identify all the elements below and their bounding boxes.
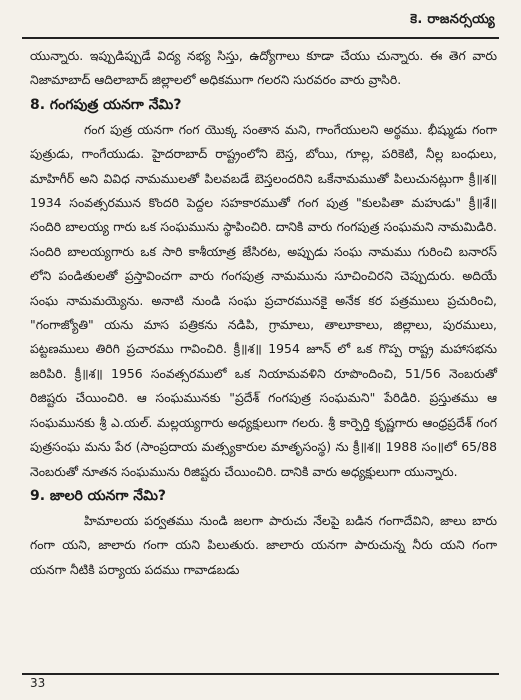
section-9-paragraph: హిమాలయ పర్వతము నుండి జలగా పారుచు నేలపై బడిన గంగాదేవిని, జాలు బారు గంగా యని, జాలారు గంగా యని పిలుతురు. జాలారు యనగా పారుచున్న నీరు యని గంగా యనగా నీటికి పర్యాయ పదము గావాడబడు: [30, 512, 497, 577]
footer-rule: [22, 673, 499, 675]
page-number: 33: [30, 676, 46, 690]
page-content: [30, 44, 497, 582]
intro-paragraph: యున్నారు. ఇప్పుడిప్పుడే విద్య నభ్య సిస్తు, ఉద్యోగాలు కూడా చేయు చున్నారు. ఈ తెగ వారు నిజామాబాద్ ఆదిలాబాద్ జిల్లాలలో అధికముగా గలరని సురవరం వారు వ్రాసిరి.: [30, 48, 497, 88]
section-8-title: 8. గంగపుత్ర యనగా నేమి?: [30, 96, 182, 113]
section-8-paragraph: గంగ పుత్ర యనగా గంగ యొక్క సంతాన మని, గాంగేయులని అర్థము. భీష్ముడు గంగా పుత్రుడు, గాంగేయుడు. హైదరాబాద్ రాష్ట్రంలోని బెస్త, బోయి, గూల్ల, పరికెటి, నీల్ల బంధులు, మాహిగీర్ అని వివిధ నామములతో పిలవబడే బెస్తలందరిని ఒకేనామముతో పిలుచునట్లుగా క్రీ॥శ॥ 1934 సంవత్సరమున కొందరి పెద్దల సహకారముతో గంగ పుత్ర "కులపితా మహుడు" క్రీ॥శే॥ సందిరి బాలయ్య గారు ఒక సంఘమును స్థాపించిరి. దానికి వారు గంగపుత్ర సంఘమని నామమిడిరి. సందిరి బాలయ్యగారు ఒక సారి కాశీయాత్ర జేసిరట, అప్పుడు సంఘ నామము గురించి బనారస్ లోని పండితులతో ప్రస్తావించగా వారు గంగపుత్ర నామమును సూచించిరని చెప్పుదురు. అదియే సంఘ నామమయ్యెను. అనాటి నుండి సంఘ ప్రచారమునకై అనేక కర పత్రములు ప్రచురించి, "గంగాజ్యోతి" యను మాస పత్రికను నడిపి, గ్రామాలు, తాలూకాలు, జిల్లాలు, పురములు, పట్టణములు తిరిగి ప్రచారము గావించిరి. క్రీ॥శ॥ 1954 జూన్ లో ఒక గొప్ప రాష్ట్ర మహాసభను జరిపిరి. క్రీ॥శ॥ 1956 సంవత్సరములో ఒక నియామవళిని రూపొందించి, 51/56 నెంబరుతో రిజిష్టరు చేయించిరి. ఆ సంఘమునకు "ప్రదేశ్ గంగపుత్ర సంఘమని" పేరిడిరి. ప్రస్తుతము ఆ సంఘమునకు శ్రీ ఎ.యల్. మల్లయ్యగారు అధ్యక్షులుగా గలరు. శ్రీ కార్పెర్తి కృష్ణగారు ఆంధ్రప్రదేశ్ గంగ పుత్రసంఘ మను పేర (సాంప్రదాయ మత్స్యకారుల మాతృసంస్థ) ను క్రీ॥శ॥ 1988 సం॥లో 65/88 నెంబరుతో నూతన సంఘమును రిజిష్టరు చేయించిరి. దానికి వారు అధ్యక్షులుగా యున్నారు.: [30, 121, 497, 479]
section-9-title: 9. జాలరి యనగా నేమి?: [30, 487, 167, 504]
running-header-author: కె. రాజనర్సయ్య: [410, 12, 495, 27]
header-rule: [22, 37, 499, 39]
